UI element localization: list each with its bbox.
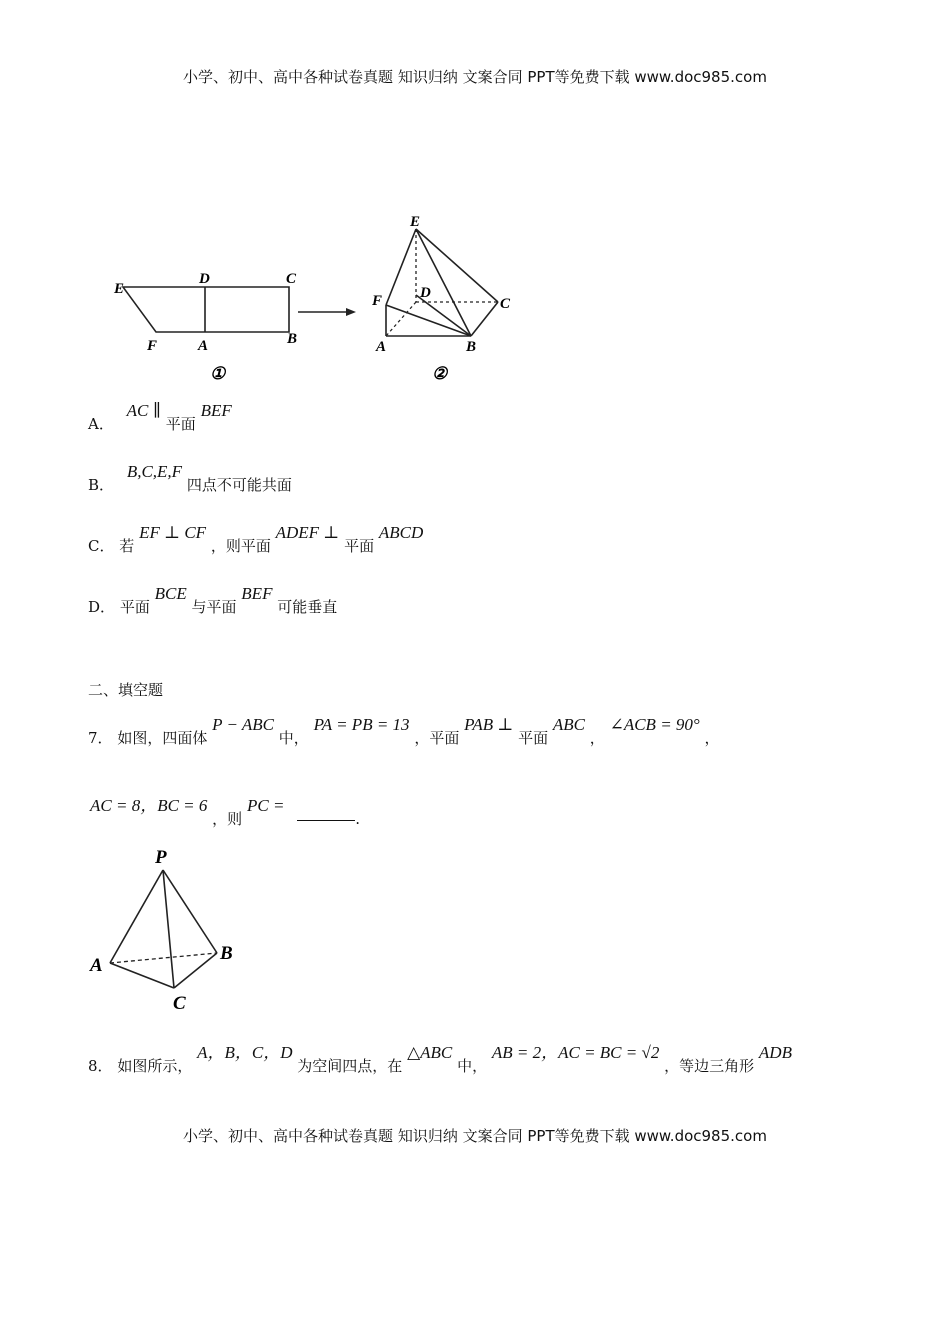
fig1-label-E: E (114, 281, 125, 297)
figure-folding-diagram (100, 205, 540, 390)
fig1-label-D: D (199, 271, 210, 287)
fig1-caption: ① (210, 364, 226, 383)
q7-text-7: . (355, 810, 360, 828)
tetrahedron-edges (110, 870, 217, 988)
fig3-label-P: P (155, 847, 167, 868)
option-d-text-1: 与平面 (191, 598, 237, 616)
option-a-parallel: ∥ (153, 401, 161, 420)
option-c-text-2: 平面 (344, 537, 375, 555)
figure-tetrahedron (85, 845, 255, 1020)
q7-math-6: AC = 8，BC = 6 (90, 796, 208, 815)
q7-text-1: 中， (278, 729, 309, 747)
q8-math-4: ADB (758, 1043, 792, 1062)
figure-2-folded (386, 229, 498, 336)
option-d-label: D． (88, 598, 116, 616)
q7-math-1: P − ABC (212, 715, 274, 734)
fig1-label-A: A (198, 338, 209, 354)
fig2-label-B: B (466, 339, 477, 355)
option-d-math-2: BEF (241, 584, 273, 603)
q7-text-2: ，平面 (414, 729, 460, 747)
figure-1-planar (123, 287, 289, 332)
fig3-label-C: C (173, 993, 186, 1014)
figure-2-hidden-edges (386, 229, 498, 336)
q8-math-3: AB = 2，AC = BC = √2 (491, 1043, 660, 1062)
q7-text-0: 如图，四面体 (117, 729, 208, 747)
q8-text-1: 为空间四点，在 (297, 1057, 403, 1075)
q7-text-6: ，则 (212, 810, 243, 828)
option-c-math-2: ADEF ⊥ (275, 523, 340, 542)
option-d (88, 584, 338, 617)
fig3-label-B: B (220, 943, 233, 964)
option-b-math-1: B,C,E,F (126, 462, 183, 481)
q8-math-2: △ABC (407, 1043, 453, 1062)
option-c-text-1: ，则平面 (210, 537, 271, 555)
option-a-label: A． (88, 415, 114, 433)
q8-text-0: 如图所示， (117, 1057, 193, 1075)
fig3-label-A: A (90, 955, 103, 976)
fig2-label-F: F (372, 293, 383, 309)
q7-answer-blank[interactable] (297, 819, 355, 821)
option-c (88, 523, 424, 556)
option-d-text-2: 可能垂直 (277, 598, 338, 616)
q7-math-3: PAB ⊥ (464, 715, 514, 734)
q8-math-1: A，B，C，D (197, 1043, 293, 1062)
q7-text-3: 平面 (518, 729, 549, 747)
option-c-label: C． (88, 537, 115, 555)
option-a-math-1: AC (126, 401, 149, 420)
arrow-icon (298, 308, 356, 316)
q8-text-3: ，等边三角形 (664, 1057, 755, 1075)
q7-text-5: ， (704, 729, 720, 747)
fig2-caption: ② (432, 364, 448, 383)
page-footer: 小学、初中、高中各种试卷真题 知识归纳 文案合同 PPT等免费下载 www.doc985.com (183, 1127, 767, 1145)
fig1-label-B: B (287, 331, 298, 347)
option-d-text-0: 平面 (119, 598, 150, 616)
q8-number: 8． (88, 1057, 113, 1075)
q7-math-7: PC = (246, 796, 285, 815)
page-header: 小学、初中、高中各种试卷真题 知识归纳 文案合同 PPT等免费下载 www.doc985.com (183, 68, 767, 86)
option-a-math-2: BEF (200, 401, 232, 420)
option-b (88, 462, 292, 495)
tetrahedron-hidden-edge (110, 953, 217, 963)
section-title-fill-in: 二、填空题 (88, 681, 164, 699)
option-b-text-1: 四点不可能共面 (186, 476, 292, 494)
option-c-text-0: 若 (119, 537, 135, 555)
question-7-line-1 (88, 715, 720, 748)
q7-text-4: ， (589, 729, 605, 747)
fig2-label-C: C (500, 296, 511, 312)
option-d-math-1: BCE (154, 584, 187, 603)
fig2-label-D: D (420, 285, 431, 301)
question-8-line-1 (88, 1043, 792, 1076)
q7-number: 7． (88, 729, 113, 747)
fig2-label-E: E (410, 214, 421, 230)
option-c-math-3: ABCD (378, 523, 424, 542)
option-a (88, 401, 232, 434)
question-7-line-2 (90, 796, 360, 829)
option-a-text-1: 平面 (165, 415, 196, 433)
q7-math-5: ∠ACB = 90° (609, 715, 700, 734)
q7-math-2: PA = PB = 13 (313, 715, 410, 734)
q7-math-4: ABC (552, 715, 586, 734)
q8-text-2: 中， (457, 1057, 488, 1075)
option-c-math-1: EF ⊥ CF (139, 523, 207, 542)
fig1-label-F: F (147, 338, 158, 354)
fig2-label-A: A (376, 339, 387, 355)
fig1-label-C: C (286, 271, 297, 287)
option-b-label: B． (88, 476, 115, 494)
